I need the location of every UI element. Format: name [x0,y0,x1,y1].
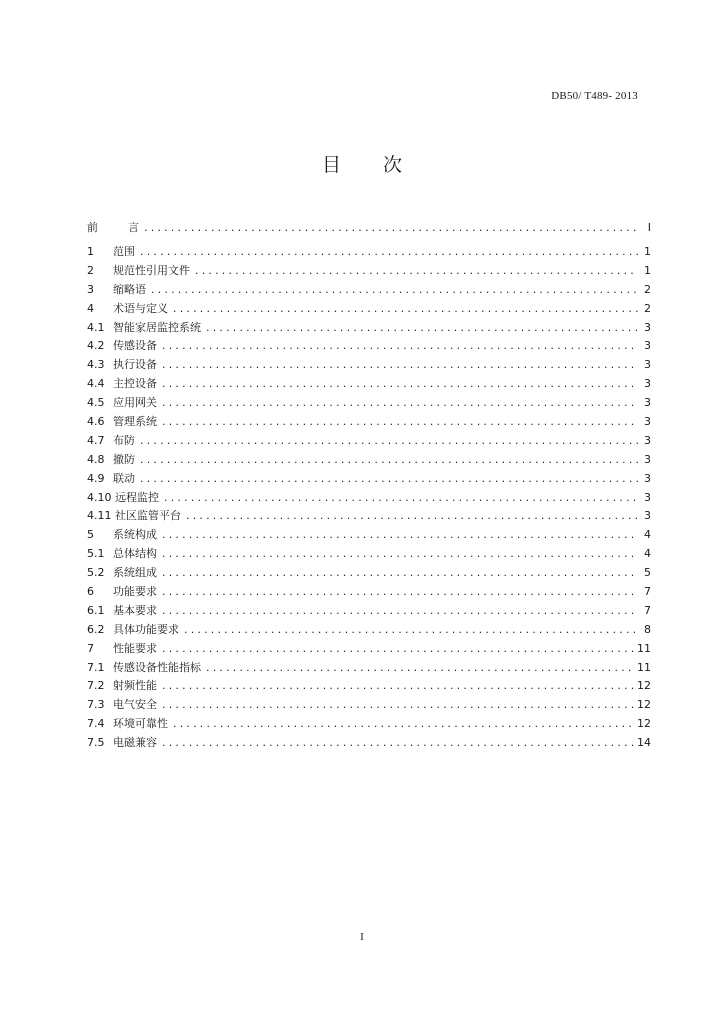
toc-leader-dots [151,283,638,296]
toc-leader-dots [162,566,638,579]
toc-entry[interactable] [87,281,651,300]
toc-entry-label: 范围 [113,245,135,258]
toc-entry-number: 6 [87,585,94,599]
toc-entry-number: 7 [87,641,94,655]
toc-entry-label: 电气安全 [113,698,157,712]
toc-entry-page: 12 [637,717,651,731]
toc-entry-number: 4.3 [87,358,105,372]
toc-entry-label: 应用网关 [113,396,157,410]
toc-entry[interactable] [87,375,651,394]
toc-entry-number: 5 [87,528,94,542]
toc-title-char-2: 次 [383,154,403,176]
toc-entry[interactable] [87,489,651,508]
toc-entry[interactable] [87,640,651,659]
toc-leader-dots [140,434,638,447]
toc-leader-dots [162,604,638,617]
toc-entry[interactable] [87,470,651,489]
toc-leader-dots [162,698,634,711]
toc-entry-page: 7 [644,585,651,599]
toc-entry-page: 1 [644,263,651,277]
toc-entry-page: 12 [637,679,651,693]
toc-entry-label: 传感设备 [113,339,157,353]
toc-leader-dots [162,585,638,598]
toc-entry-page: 3 [644,358,651,372]
toc-entry[interactable] [87,413,651,432]
toc-entry-label: 远程监控 [115,490,159,504]
toc-entry[interactable] [87,583,651,602]
toc-entry-label: 功能要求 [113,585,157,599]
toc-entry[interactable] [87,432,651,451]
toc-leader-dots [173,717,634,730]
toc-leader-dots [162,377,638,390]
toc-entry-page: 3 [644,339,651,353]
toc-entry-page: 3 [644,509,651,523]
toc-entry-label: 执行设备 [113,358,157,372]
toc-entry-number: 4.11 [87,509,112,523]
toc-leader-dots [186,509,638,522]
toc-entry-label: 射频性能 [113,679,157,693]
toc-entry-page: I [647,221,651,234]
toc-entry-label: 布防 [113,433,135,447]
toc-entry[interactable] [87,243,651,262]
toc-entry-page: 1 [644,245,651,258]
toc-entry[interactable] [87,526,651,545]
toc-entry-number: 4.2 [87,339,105,353]
toc-leader-dots [162,736,634,749]
toc-leader-dots [140,472,638,485]
toc-leader-dots [206,321,638,334]
toc-entry-page: 3 [644,415,651,429]
toc-entry-number: 4.4 [87,377,105,391]
toc-entry-label: 规范性引用文件 [113,263,190,277]
toc-entry-page: 7 [644,603,651,617]
toc-entry-number: 4.6 [87,415,105,429]
preface-char-2: 言 [128,221,139,234]
toc-leader-dots [140,245,638,258]
toc-leader-dots [162,528,638,541]
toc-entry[interactable] [87,394,651,413]
toc-entry-page: 11 [637,660,651,674]
toc-entry[interactable] [87,696,651,715]
toc-leader-dots [140,453,638,466]
toc-entry-number: 7.4 [87,717,105,731]
toc-entry[interactable] [87,734,651,753]
toc-entry-number: 6.1 [87,603,105,617]
toc-entry-label: 系统组成 [113,566,157,580]
toc-entry[interactable] [87,621,651,640]
toc-entry-page: 2 [644,282,651,296]
toc-entry-page: 5 [644,566,651,580]
toc-entry-page: 14 [637,736,651,750]
table-of-contents [87,219,651,753]
toc-entry-page: 4 [644,528,651,542]
toc-leader-dots [164,491,638,504]
standard-code: DB50/ T489- 2013 [551,90,638,102]
toc-entry-number: 2 [87,263,94,277]
toc-entry-page: 3 [644,320,651,334]
toc-entry-label: 性能要求 [113,641,157,655]
toc-entry-page: 3 [644,396,651,410]
toc-leader-dots [162,396,638,409]
toc-leader-dots [173,302,638,315]
toc-entry-page: 3 [644,471,651,485]
toc-entry[interactable] [87,451,651,470]
toc-entry-page: 12 [637,698,651,712]
toc-entry-number: 4.9 [87,471,105,485]
toc-entry[interactable] [87,545,651,564]
toc-entry-label: 传感设备性能指标 [113,660,201,674]
toc-entry[interactable] [87,659,651,678]
toc-entry-number: 4.7 [87,433,105,447]
toc-entry-label: 系统构成 [113,528,157,542]
toc-leader-dots [162,339,638,352]
toc-entry-label: 社区监管平台 [115,509,181,523]
toc-entry-label [87,219,141,235]
toc-entry[interactable] [87,677,651,696]
toc-entry-label: 缩略语 [113,282,146,296]
toc-entry-number: 6.2 [87,622,105,636]
toc-entry[interactable] [87,564,651,583]
toc-entry-label: 智能家居监控系统 [113,320,201,334]
toc-entry[interactable] [87,715,651,734]
toc-leader-dots [162,547,638,560]
toc-entry-label: 管理系统 [113,415,157,429]
toc-entry-page: 3 [644,377,651,391]
toc-entry-number: 4.10 [87,490,112,504]
toc-entry-number: 7.2 [87,679,105,693]
toc-entry-label: 电磁兼容 [113,736,157,750]
toc-entry-label: 术语与定义 [113,301,168,315]
toc-leader-dots [195,264,638,277]
toc-leader-dots [162,679,634,692]
toc-entry-page: 8 [644,622,651,636]
toc-entry-label: 主控设备 [113,377,157,391]
toc-leader-dots [162,642,634,655]
toc-entry[interactable] [87,300,651,319]
toc-leader-dots [206,661,634,674]
toc-entry-page: 3 [644,490,651,504]
toc-entry-label: 总体结构 [113,547,157,561]
toc-entry[interactable] [87,602,651,621]
toc-entry-preface[interactable] [87,219,651,243]
toc-entry-number: 4.1 [87,320,105,334]
toc-entry-label: 具体功能要求 [113,622,179,636]
toc-entry-page: 4 [644,547,651,561]
toc-entry-label: 基本要求 [113,603,157,617]
toc-entry-number: 7.5 [87,736,105,750]
toc-entry[interactable] [87,337,651,356]
toc-entry-number: 5.2 [87,566,105,580]
toc-entry[interactable] [87,319,651,338]
toc-entry[interactable] [87,356,651,375]
toc-entry-number: 3 [87,282,94,296]
toc-entry-number: 7.3 [87,698,105,712]
toc-title-char-1: 目 [321,154,341,176]
toc-entry[interactable] [87,262,651,281]
toc-title [0,150,724,177]
toc-entry-page: 3 [644,433,651,447]
toc-entry-number: 4 [87,301,94,315]
toc-entry-number: 1 [87,245,94,258]
preface-char-1: 前 [87,221,98,234]
toc-entry-number: 4.5 [87,396,105,410]
toc-entry-label: 环境可靠性 [113,717,168,731]
toc-entry-page: 3 [644,452,651,466]
page-number: I [360,931,364,943]
toc-leader-dots [144,221,638,234]
toc-entry[interactable] [87,507,651,526]
toc-leader-dots [184,623,638,636]
toc-entry-number: 5.1 [87,547,105,561]
toc-entry-page: 11 [637,641,651,655]
toc-entry-label: 联动 [113,471,135,485]
toc-entry-label: 撤防 [113,452,135,466]
toc-entry-page: 2 [644,301,651,315]
toc-leader-dots [162,358,638,371]
toc-entry-number: 4.8 [87,452,105,466]
toc-leader-dots [162,415,638,428]
toc-entry-number: 7.1 [87,660,105,674]
